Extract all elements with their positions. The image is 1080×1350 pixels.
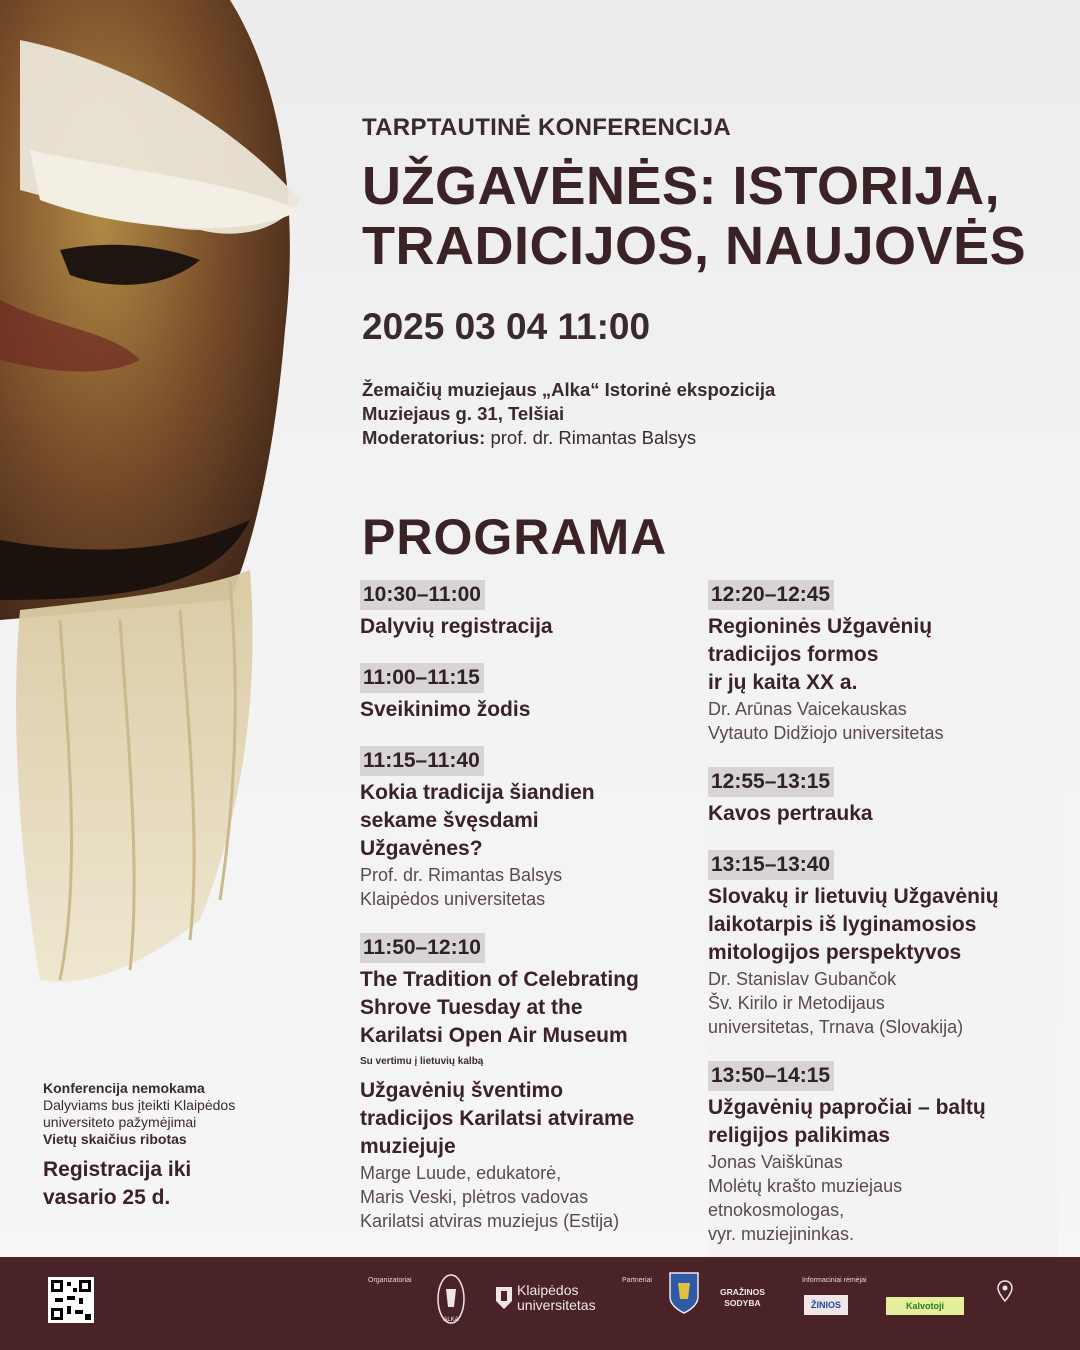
telsiai-coat-of-arms-icon[interactable] bbox=[668, 1271, 700, 1320]
program-item bbox=[360, 933, 700, 1233]
program-time: 10:30–11:00 bbox=[360, 580, 485, 610]
ku-line: universitetas bbox=[517, 1297, 596, 1313]
program-item-title: Slovakų ir lietuvių Užgavėnių bbox=[708, 885, 999, 908]
program-item-title: Užgavėnių papročiai – baltų bbox=[708, 1096, 986, 1119]
translation-note: Su vertimu į lietuvių kalbą bbox=[360, 1056, 484, 1067]
grazinos-line: SODYBA bbox=[724, 1298, 761, 1308]
program-speaker: Dr. Stanislav Gubančok bbox=[708, 969, 897, 989]
mask-image bbox=[0, 0, 330, 1000]
program-speaker: vyr. muziejininkas. bbox=[708, 1224, 855, 1244]
registration-deadline-line: vasario 25 d. bbox=[43, 1186, 171, 1209]
program-item-title: The Tradition of Celebrating bbox=[360, 968, 639, 991]
program-item-title: Kokia tradicija šiandien bbox=[360, 781, 595, 804]
registration-info bbox=[43, 1080, 283, 1212]
program-item bbox=[708, 1061, 1058, 1246]
program-speaker: Dr. Arūnas Vaicekauskas bbox=[708, 699, 907, 719]
registration-deadline-line: Registracija iki bbox=[43, 1158, 192, 1181]
program-item-title: laikotarpis iš lyginamosios bbox=[708, 913, 977, 936]
free-conference-note: Konferencija nemokama bbox=[43, 1080, 205, 1096]
moderator-name: prof. dr. Rimantas Balsys bbox=[485, 427, 697, 448]
program-time: 11:15–11:40 bbox=[360, 746, 484, 776]
alka-logo-text: ALKA bbox=[443, 1317, 459, 1323]
venue-block bbox=[362, 378, 1072, 450]
conference-date: 2025 03 04 11:00 bbox=[362, 306, 651, 347]
program-item-title: ir jų kaita XX a. bbox=[708, 671, 858, 694]
program-speaker: etnokosmologas, bbox=[708, 1200, 845, 1220]
program-column-right bbox=[708, 580, 1058, 1268]
program-item bbox=[708, 580, 1058, 745]
program-item bbox=[360, 746, 700, 911]
program-time: 11:50–12:10 bbox=[360, 933, 485, 963]
grazinos-line: GRAŽINOS bbox=[720, 1287, 765, 1297]
program-speaker: Vytauto Didžiojo universitetas bbox=[708, 723, 944, 743]
program-item-title: Užgavėnes? bbox=[360, 837, 483, 860]
venue-name: Žemaičių muziejaus „Alka“ Istorinė ekspozicija bbox=[362, 379, 776, 400]
media-sponsors-label: Informaciniai rėmėjai bbox=[802, 1277, 867, 1284]
program-time: 13:15–13:40 bbox=[708, 850, 834, 880]
program-item-title: Regioninės Užgavėnių bbox=[708, 615, 933, 638]
header bbox=[362, 114, 1072, 450]
program-speaker: Jonas Vaiškūnas bbox=[708, 1152, 843, 1172]
program-time: 12:20–12:45 bbox=[708, 580, 834, 610]
program-item-title: Karilatsi Open Air Museum bbox=[360, 1024, 628, 1047]
program-item-title: religijos palikimas bbox=[708, 1124, 891, 1147]
moderator-line bbox=[362, 426, 1072, 450]
kalvotoji-logo[interactable]: Kalvotoji bbox=[886, 1297, 964, 1315]
footer bbox=[0, 1257, 1080, 1350]
program-item bbox=[360, 663, 700, 724]
program-time: 11:00–11:15 bbox=[360, 663, 484, 693]
program-item bbox=[708, 850, 1058, 1039]
program-speaker: Maris Veski, plėtros vadovas bbox=[360, 1187, 589, 1207]
program-speaker: Marge Luude, edukatorė, bbox=[360, 1163, 562, 1183]
program-item-title: Shrove Tuesday at the bbox=[360, 996, 583, 1019]
certificate-note: universiteto pažymėjimai bbox=[43, 1114, 197, 1130]
program-item bbox=[360, 580, 700, 641]
program-item-title: Kavos pertrauka bbox=[708, 802, 873, 825]
tourism-center-icon[interactable] bbox=[996, 1279, 1014, 1310]
program-column-left bbox=[360, 580, 700, 1255]
klaipeda-university-name bbox=[517, 1283, 596, 1313]
program-item-title: Dalyvių registracija bbox=[360, 615, 553, 638]
certificate-note: Dalyviams bus įteikti Klaipėdos bbox=[43, 1097, 236, 1113]
partners-label: Partneriai bbox=[622, 1277, 652, 1284]
program-item bbox=[708, 767, 1058, 828]
limited-seats-note: Vietų skaičius ribotas bbox=[43, 1131, 187, 1147]
program-title: PROGRAMA bbox=[362, 509, 668, 565]
conference-label: TARPTAUTINĖ KONFERENCIJA bbox=[362, 114, 731, 141]
zinios-logo[interactable]: ŽINIOS bbox=[804, 1295, 848, 1315]
program-speaker: universitetas, Trnava (Slovakija) bbox=[708, 1017, 964, 1037]
program-time: 12:55–13:15 bbox=[708, 767, 834, 797]
program-item-subtitle: Užgavėnių šventimo bbox=[360, 1079, 564, 1102]
moderator-label: Moderatorius: bbox=[362, 427, 486, 448]
program-item-title: tradicijos formos bbox=[708, 643, 879, 666]
program-speaker: Prof. dr. Rimantas Balsys bbox=[360, 865, 563, 885]
program-speaker: Karilatsi atviras muziejus (Estija) bbox=[360, 1211, 620, 1231]
conference-title bbox=[362, 156, 1072, 276]
title-line-1: UŽGAVĖNĖS: ISTORIJA, bbox=[362, 156, 1001, 216]
ku-line: Klaipėdos bbox=[517, 1282, 579, 1298]
program-item-title: sekame švęsdami bbox=[360, 809, 539, 832]
klaipeda-university-logo[interactable] bbox=[494, 1285, 514, 1316]
program-speaker: Molėtų krašto muziejaus bbox=[708, 1176, 903, 1196]
program-item-subtitle: tradicijos Karilatsi atvirame bbox=[360, 1107, 635, 1130]
title-line-2: TRADICIJOS, NAUJOVĖS bbox=[362, 216, 1027, 276]
program-speaker: Šv. Kirilo ir Metodijaus bbox=[708, 993, 885, 1013]
organizers-label: Organizatoriai bbox=[368, 1277, 412, 1284]
program-item-title: mitologijos perspektyvos bbox=[708, 941, 962, 964]
program-time: 13:50–14:15 bbox=[708, 1061, 834, 1091]
program-item-title: Sveikinimo žodis bbox=[360, 698, 531, 721]
grazinos-sodyba-logo[interactable] bbox=[720, 1287, 765, 1309]
program-speaker: Klaipėdos universitetas bbox=[360, 889, 546, 909]
program-item-subtitle: muziejuje bbox=[360, 1135, 456, 1158]
venue-address: Muziejaus g. 31, Telšiai bbox=[362, 403, 565, 424]
registration-deadline bbox=[43, 1156, 283, 1212]
alka-museum-logo[interactable] bbox=[436, 1273, 466, 1329]
qr-code-icon[interactable] bbox=[48, 1277, 94, 1323]
